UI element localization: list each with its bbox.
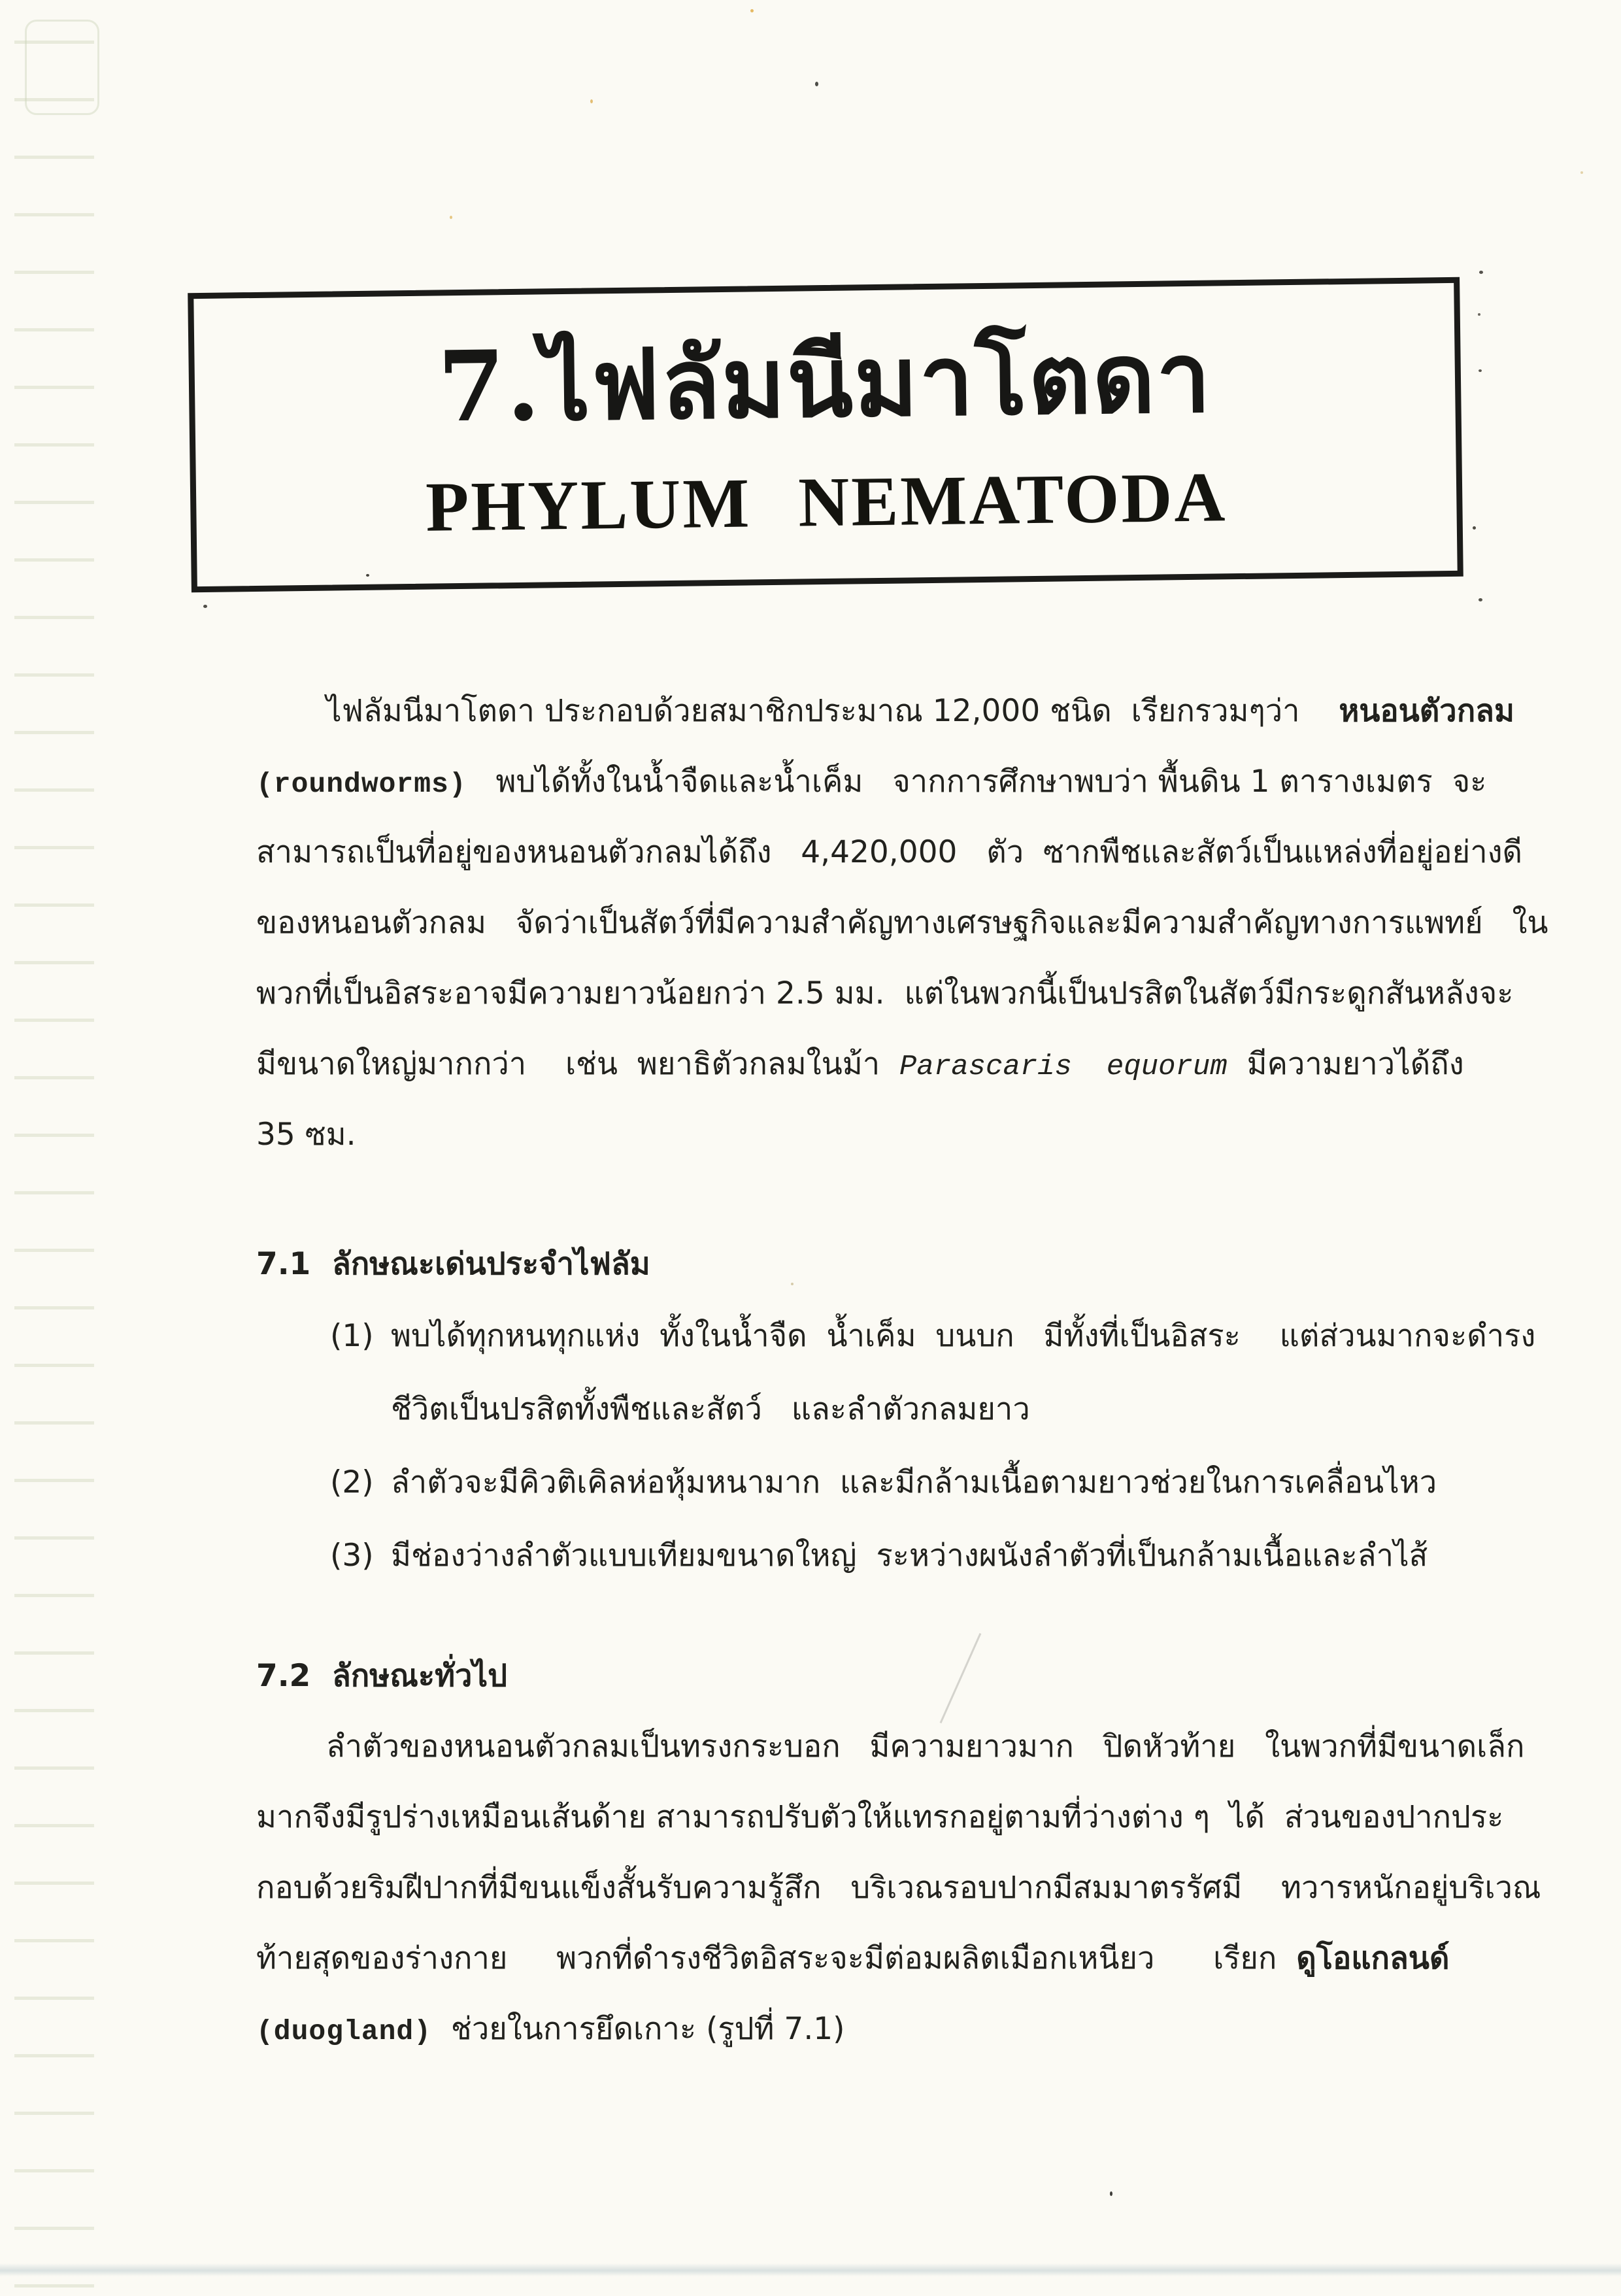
text-segment: มากจึงมีรูปร่างเหมือนเส้นด้าย สามารถปรับตัวให้แทรกอยู่ตามที่ว่างต่าง ๆ ได้ ส่วนของปากประ (256, 1799, 1504, 1835)
text-line (256, 1853, 1541, 1923)
scan-speck (1580, 171, 1583, 174)
chapter-title-thai: 7.ไฟลัมนีมาโตดา (437, 320, 1213, 444)
text-segment: มีขนาดใหญ่มากกว่า เช่น พยาธิตัวกลมในม้า (256, 1046, 900, 1082)
scan-speck (1478, 313, 1480, 316)
text-segment: มีความยาวได้ถึง (1227, 1046, 1464, 1082)
page-bottom-edge-shadow (0, 2263, 1621, 2276)
list-marker: (3) (330, 1538, 374, 1574)
scan-speck (1479, 598, 1482, 601)
text-segment: พวกที่เป็นอิสระอาจมีความยาวน้อยกว่า 2.5 มม. แต่ในพวกนี้เป็นปรสิตในสัตว์มีกระดูกสันหลังจะ (256, 975, 1514, 1011)
text-segment: ไฟลัมนีมาโตดา ประกอบด้วยสมาชิกประมาณ 12,000 ชนิด เรียกรวมๆว่า (326, 693, 1339, 729)
text-segment: หนอนตัวกลม (1339, 693, 1514, 729)
text-segment: Parascaris equorum (899, 1051, 1228, 1083)
block-features (256, 1300, 1536, 1593)
text-line (256, 1100, 1412, 1170)
text-line (256, 1373, 1412, 1446)
text-line (256, 817, 1523, 888)
text-segment: ลำตัวจะมีคิวติเคิลห่อหุ้มหนามาก และมีกล้ามเนื้อตามยาวช่วยในการเคลื่อนไหว (391, 1464, 1437, 1500)
scan-speck (450, 216, 452, 219)
scan-speck (1473, 526, 1476, 530)
binder-hole-marks (14, 0, 94, 2296)
binder-ring-mark (25, 20, 99, 115)
block-heading-1 (256, 1229, 1412, 1300)
text-line (256, 1300, 1536, 1373)
section-heading: 7.2 ลักษณะทั่วไป (256, 1658, 507, 1694)
text-segment: กอบด้วยริมฝีปากที่มีขนแข็งสั้นรับความรู้สึก บริเวณรอบปากมีสมมาตรรัศมี ทวารหนักอยู่บริเวณ (256, 1870, 1541, 1906)
section-heading: 7.1 ลักษณะเด่นประจำไฟลัม (256, 1246, 650, 1282)
text-segment: ท้ายสุดของร่างกาย พวกที่ดำรงชีวิตอิสระจะมีต่อมผลิตเมือกเหนียว เรียก (256, 1940, 1297, 1976)
text-line (256, 1446, 1437, 1519)
list-marker: (1) (330, 1318, 374, 1354)
text-segment: (roundworms) (256, 768, 467, 800)
text-line (256, 1994, 1412, 2065)
text-segment: มีช่องว่างลำตัวแบบเทียมขนาดใหญ่ ระหว่างผนังลำตัวที่เป็นกล้ามเนื้อและลำไส้ (391, 1538, 1428, 1574)
chapter-title-box (188, 277, 1463, 592)
text-segment: (duogland) (256, 2016, 432, 2048)
scan-speck (815, 82, 818, 86)
text-line (256, 676, 1514, 747)
text-segment: ช่วยในการยึดเกาะ (รูปที่ 7.1) (431, 2011, 845, 2047)
chapter-title-english: PHYLUM NEMATODA (425, 458, 1228, 547)
block-general (256, 1712, 1541, 2065)
text-segment: 35 ซม. (256, 1117, 356, 1153)
document-body (256, 676, 1548, 2065)
scan-speck (750, 9, 754, 12)
list-marker: (2) (330, 1464, 374, 1500)
text-line (256, 1519, 1428, 1593)
text-segment: ของหนอนตัวกลม จัดว่าเป็นสัตว์ที่มีความสำคัญทางเศรษฐกิจและมีความสำคัญทางการแพทย์ ใน (256, 905, 1548, 941)
text-line (256, 958, 1514, 1029)
text-line (256, 1712, 1525, 1782)
text-segment: ดูโอแกลนด์ (1296, 1940, 1450, 1976)
text-segment: สามารถเป็นที่อยู่ของหนอนตัวกลมได้ถึง 4,420,000 ตัว ซากพืชและสัตว์เป็นแหล่งที่อยู่อย่างดี (256, 834, 1523, 870)
text-line (256, 888, 1548, 958)
text-segment: พบได้ทั้งในน้ำจืดและน้ำเค็ม จากการศึกษาพบว่า พื้นดิน 1 ตารางเมตร จะ (466, 764, 1487, 800)
scan-speck (1479, 369, 1482, 372)
text-segment: ชีวิตเป็นปรสิตทั้งพืชและสัตว์ และลำตัวกลมยาว (391, 1391, 1030, 1427)
text-line (256, 1029, 1464, 1100)
block-heading-2 (256, 1641, 1412, 1712)
scan-speck (590, 99, 593, 103)
text-line (256, 1782, 1504, 1853)
text-line (256, 747, 1487, 817)
scan-speck (203, 605, 207, 608)
text-segment: พบได้ทุกหนทุกแห่ง ทั้งในน้ำจืด น้ำเค็ม บนบก มีทั้งที่เป็นอิสระ แต่ส่วนมากจะดำรง (391, 1318, 1536, 1354)
scan-speck (1479, 271, 1483, 274)
text-line (256, 1923, 1450, 1994)
scan-speck (1110, 2191, 1112, 2196)
text-segment: ลำตัวของหนอนตัวกลมเป็นทรงกระบอก มีความยาวมาก ปิดหัวท้าย ในพวกที่มีขนาดเล็ก (326, 1729, 1525, 1764)
block-intro (256, 676, 1548, 1170)
